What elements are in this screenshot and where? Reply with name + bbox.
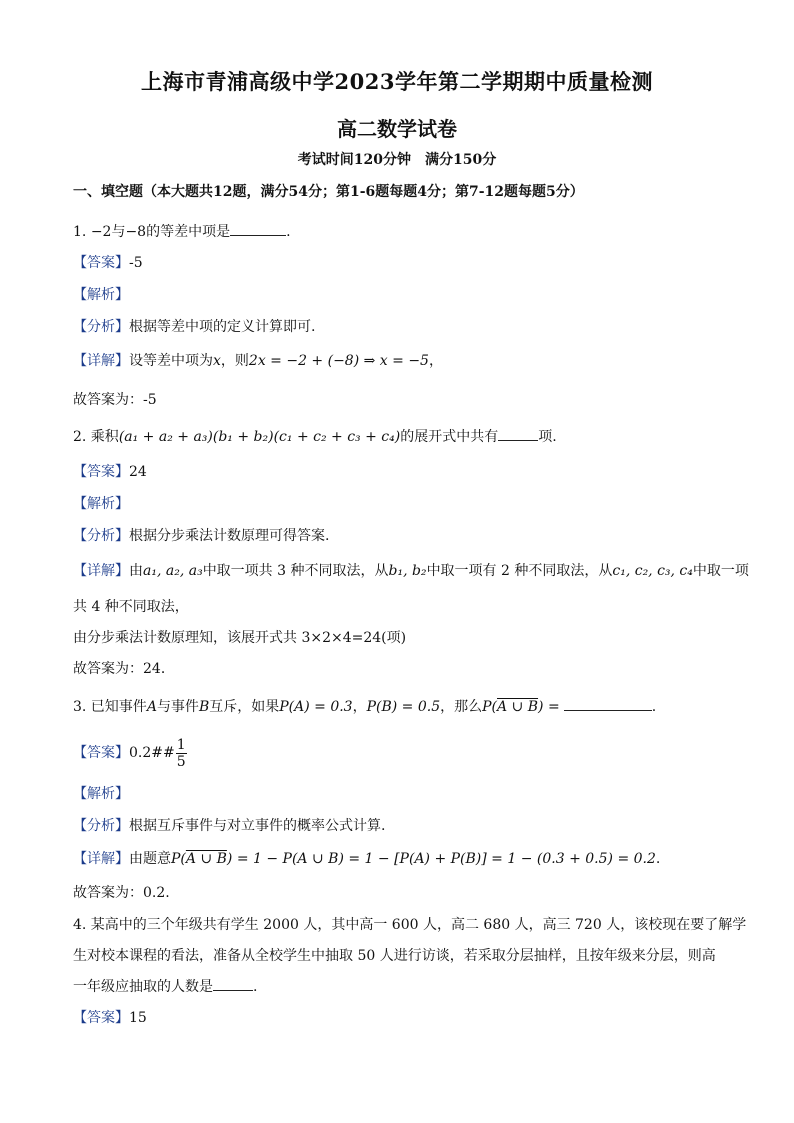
q3-pa: P(A) = 0.3	[279, 699, 353, 715]
q1-analysis	[73, 317, 315, 337]
q4-answer	[73, 1008, 147, 1028]
q2-number-prompt: 2. 乘积	[73, 429, 119, 445]
section-heading: 一、填空题（本大题共12题，满分54分；第1-6题每题4分；第7-12题每题5分）	[73, 184, 584, 200]
q2-analysis-text: 根据分步乘法计数原理可得答案.	[129, 528, 330, 544]
q4-prompt: 一年级应抽取的人数是	[73, 979, 213, 995]
q1-value-b: −8	[125, 224, 147, 240]
q2-detail-line2: 共 4 种不同取法，	[73, 599, 189, 615]
q3-prompt-a: 3. 已知事件	[73, 699, 147, 715]
exam-title: 上海市青浦高级中学2023学年第二学期期中质量检测	[141, 69, 653, 94]
q1-answer-value: -5	[129, 255, 143, 271]
answer-label: 【答案】	[73, 1010, 129, 1026]
answer-label: 【答案】	[73, 255, 129, 271]
q3-prompt-i: ，那么	[440, 699, 483, 715]
fraction-denominator: 5	[176, 753, 186, 770]
q3-complement: A ∪ B	[497, 699, 539, 715]
q2-analysis	[73, 526, 329, 546]
q1-detail-equation: 2x = −2 + (−8) ⇒ x = −5	[248, 353, 429, 369]
q2-analysis-heading: 【解析】	[73, 496, 129, 512]
q3-detail-complement: A ∪ B	[185, 851, 227, 867]
q2-detail-a: 由	[129, 563, 143, 579]
q3-detail-equation: ) = 1 − P(A ∪ B) = 1 − [P(A) + P(B)] = 1 − (0.3 + 0.5) = 0.2	[226, 851, 656, 867]
q2-detail-e: 中取一项有 2 种不同取法，从	[426, 563, 613, 579]
q3-detail	[73, 849, 660, 869]
q2-detail-c: 中取一项共 3 种不同取法，从	[202, 563, 389, 579]
answer-label: 【答案】	[73, 464, 129, 480]
q2-detail-line3: 由分步乘法计数原理知，该展开式共 3×2×4=24(项)	[73, 630, 407, 646]
q1-detail-var: x	[213, 353, 221, 369]
q2-detail-c-terms: c₁, c₂, c₃, c₄	[612, 563, 693, 579]
q4-line-1: 4. 某高中的三个年级共有学生 2000 人，其中高一 600 人，高二 680 人，高三 720 人，该校现在要了解学	[73, 917, 747, 933]
q2-detail	[73, 561, 749, 581]
q3-detail-p-open: P(	[171, 851, 186, 867]
exam-info: 考试时间120分钟 满分150分	[297, 152, 497, 168]
q3-p-close: ) =	[538, 699, 560, 715]
q2-answer-blank	[498, 426, 538, 441]
q2-conclusion: 故答案为：24．	[73, 661, 175, 677]
q1-number: 1.	[73, 224, 87, 240]
q3-detail-period: .	[655, 851, 661, 867]
q1-value-a: −2	[90, 224, 112, 240]
q3-event-a: A	[146, 699, 157, 715]
q1-answer	[73, 253, 143, 273]
question-2	[73, 426, 557, 447]
q4-line-3	[73, 976, 257, 997]
q3-analysis	[73, 816, 385, 836]
q1-detail-e: ，	[428, 353, 443, 369]
analysis-label: 【分析】	[73, 319, 129, 335]
analysis-label: 【分析】	[73, 818, 129, 834]
q3-pb: P(B) = 0.5	[366, 699, 441, 715]
question-1	[73, 221, 291, 242]
exam-subtitle: 高二数学试卷	[337, 117, 457, 141]
q1-period: .	[286, 224, 291, 240]
q1-analysis-text: 根据等差中项的定义计算即可.	[129, 319, 316, 335]
q3-answer-value: 0.2##	[129, 745, 175, 761]
q2-answer-value: 24	[129, 464, 147, 480]
q4-period: .	[253, 979, 258, 995]
q3-analysis-heading: 【解析】	[73, 786, 129, 802]
q3-event-b: B	[198, 699, 210, 715]
q3-comma: ，	[352, 699, 367, 715]
q4-line-2: 生对校本课程的看法，准备从全校学生中抽取 50 人进行访谈，若采取分层抽样，且按年级来分层，则高	[73, 948, 716, 964]
detail-label: 【详解】	[73, 563, 129, 579]
detail-label: 【详解】	[73, 851, 129, 867]
q1-prompt: 的等差中项是	[146, 224, 231, 240]
q2-detail-a-terms: a₁, a₂, a₃	[143, 563, 203, 579]
q2-suffix: 项.	[538, 429, 557, 445]
q1-detail	[73, 351, 443, 371]
question-3	[73, 696, 656, 717]
q2-detail-g: 中取一项	[692, 563, 749, 579]
q3-analysis-text: 根据互斥事件与对立事件的概率公式计算.	[129, 818, 386, 834]
q3-conclusion: 故答案为：0.2.	[73, 885, 170, 901]
q3-prompt-e: 互斥，如果	[209, 699, 280, 715]
q3-period: .	[651, 699, 657, 715]
q4-answer-value: 15	[129, 1010, 147, 1026]
analysis-label: 【分析】	[73, 528, 129, 544]
fraction-numerator: 1	[176, 736, 186, 753]
q2-detail-b-terms: b₁, b₂	[388, 563, 427, 579]
q1-detail-a: 设等差中项为	[129, 353, 213, 369]
q2-prompt: 的展开式中共有	[400, 429, 499, 445]
q3-answer-fraction	[176, 737, 187, 770]
q3-detail-a: 由题意	[129, 851, 171, 867]
detail-label: 【详解】	[73, 353, 129, 369]
q3-prompt-c: 与事件	[156, 699, 199, 715]
q3-p-open: P(	[482, 699, 498, 715]
q1-conclusion: 故答案为：-5	[73, 392, 157, 408]
q1-connector: 与	[111, 224, 126, 240]
q1-detail-c: ，则	[220, 353, 249, 369]
q3-answer-blank	[564, 696, 652, 711]
q2-product: (a₁ + a₂ + a₃)(b₁ + b₂)(c₁ + c₂ + c₃ + c₄)	[118, 429, 401, 445]
q3-answer	[73, 735, 187, 771]
q1-analysis-heading: 【解析】	[73, 287, 129, 303]
q2-answer	[73, 462, 147, 482]
q4-answer-blank	[213, 976, 253, 991]
q1-answer-blank	[230, 221, 286, 236]
answer-label: 【答案】	[73, 745, 129, 761]
